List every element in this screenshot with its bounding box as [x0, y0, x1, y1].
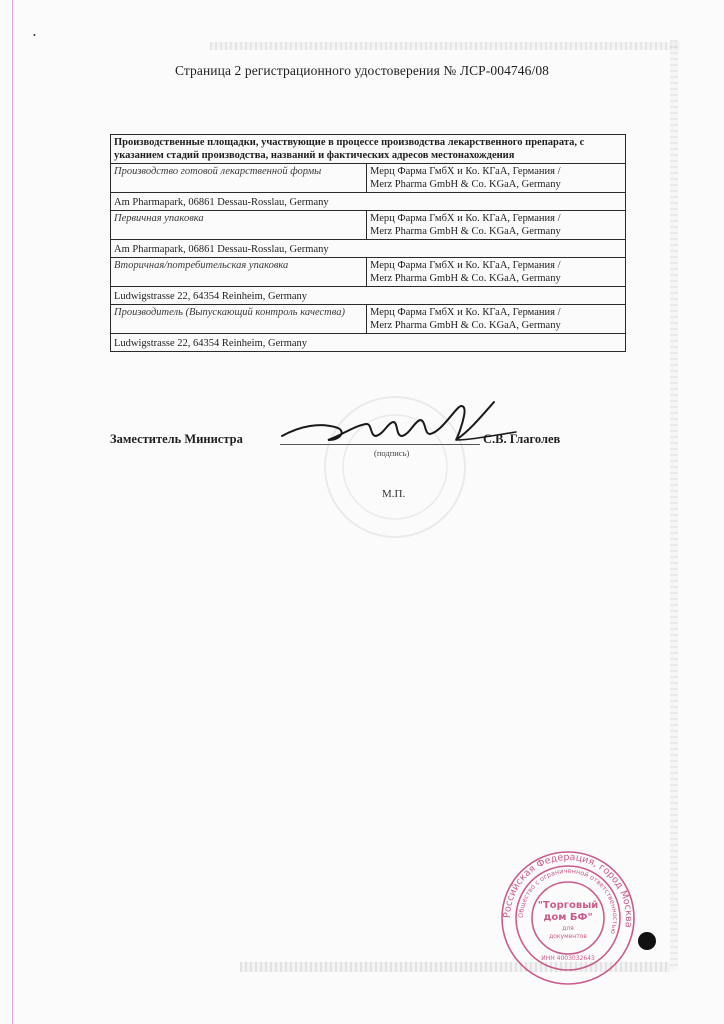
table-row [111, 240, 626, 258]
scan-speck: • [33, 31, 36, 40]
manufacturer-en: Merz Pharma GmbH & Co. KGaA, Germany [370, 320, 561, 331]
table-row [111, 193, 626, 211]
stamp-center-1: "Торговый [537, 900, 599, 911]
stamp-center-4: документов [549, 933, 587, 940]
manufacturer-en: Merz Pharma GmbH & Co. KGaA, Germany [370, 273, 561, 284]
manufacturer-en: Merz Pharma GmbH & Co. KGaA, Germany [370, 226, 561, 237]
stage-cell: Первичная упаковка [111, 211, 367, 240]
table-row [111, 164, 626, 193]
manufacturer-cell [367, 305, 626, 334]
manufacturer-cell [367, 258, 626, 287]
manufacturer-cell [367, 164, 626, 193]
address-cell: Am Pharmapark, 06861 Dessau-Rosslau, Germany [111, 193, 626, 211]
address-cell: Ludwigstrasse 22, 64354 Reinheim, Germany [111, 287, 626, 305]
signatory-name: С.В. Глаголев [483, 432, 561, 446]
manufacturer-ru: Мерц Фарма ГмбХ и Ко. КГаА, Германия / [370, 307, 561, 318]
table-row [111, 305, 626, 334]
stamp-inner-text: Общество с ограниченной ответственностью [516, 866, 620, 935]
stamp-center-2: дом БФ" [543, 912, 593, 923]
stamp-center-3: для [562, 925, 574, 932]
margin-line [12, 0, 13, 1024]
scan-artifact-top [210, 42, 680, 50]
manufacturer-ru: Мерц Фарма ГмбХ и Ко. КГаА, Германия / [370, 166, 561, 177]
manufacturer-en: Merz Pharma GmbH & Co. KGaA, Germany [370, 179, 561, 190]
stage-cell: Вторичная/потребительская упаковка [111, 258, 367, 287]
page-header: Страница 2 регистрационного удостоверения № ЛСР-004746/08 [174, 63, 550, 78]
address-cell: Am Pharmapark, 06861 Dessau-Rosslau, Germany [111, 240, 626, 258]
stamp-inn: ИНН 4003032643 [541, 955, 595, 962]
manufacturer-ru: Мерц Фарма ГмбХ и Ко. КГаА, Германия / [370, 213, 561, 224]
table-row [111, 334, 626, 352]
address-cell: Ludwigstrasse 22, 64354 Reinheim, Germany [111, 334, 626, 352]
signature-caption: (подпись) [374, 448, 410, 458]
stamp-ring-text: Российская Федерация, город Москва [501, 851, 635, 929]
table-row [111, 258, 626, 287]
handwritten-signature [280, 396, 520, 452]
manufacturer-ru: Мерц Фарма ГмбХ и Ко. КГаА, Германия / [370, 260, 561, 271]
stage-cell: Производитель (Выпускающий контроль качества) [111, 305, 367, 334]
signatory-position: Заместитель Министра [110, 432, 243, 446]
table-heading-row [111, 135, 626, 164]
stage-cell: Производство готовой лекарственной формы [111, 164, 367, 193]
scan-artifact-right [670, 40, 678, 970]
company-stamp [498, 848, 638, 988]
table-heading: Производственные площадки, участвующие в процессе производства лекарственного препарата, с указанием стадий производства, названий и фактических адресов местонахождения [111, 135, 626, 164]
manufacturer-cell [367, 211, 626, 240]
manufacturing-sites-table [110, 134, 626, 352]
table-row [111, 287, 626, 305]
seal-placeholder: М.П. [382, 488, 406, 500]
table-row [111, 211, 626, 240]
punch-hole [638, 932, 656, 950]
